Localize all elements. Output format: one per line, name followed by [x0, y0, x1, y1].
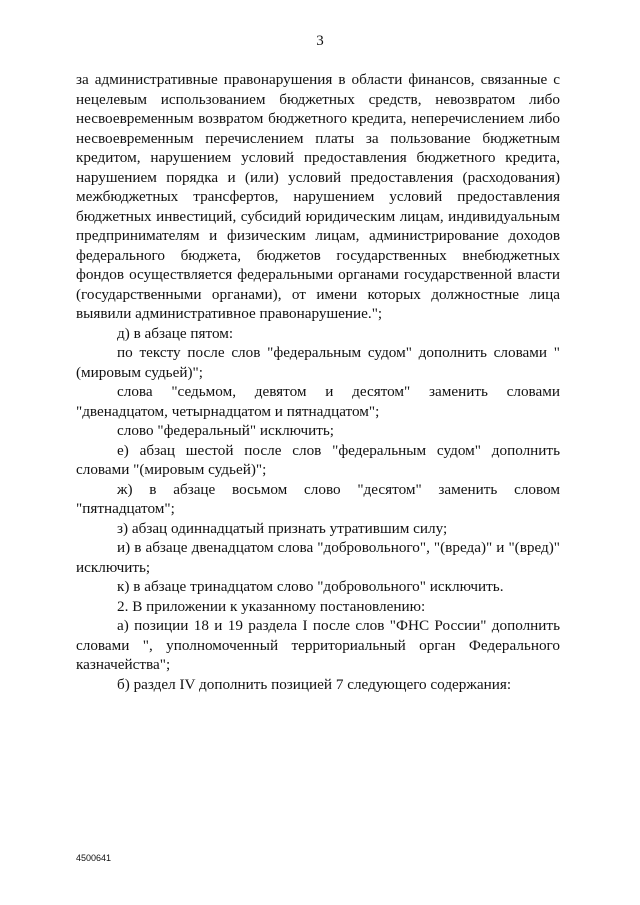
paragraph: слово "федеральный" исключить;	[117, 422, 334, 439]
paragraph: к) в абзаце тринадцатом слово "добровольного" исключить.	[117, 578, 504, 595]
document-body	[76, 70, 560, 694]
paragraph: б) раздел IV дополнить позицией 7 следующего содержания:	[117, 675, 512, 693]
paragraph: е) абзац шестой после слов "федеральным судом" дополнить словами "(мировым судьей)";	[76, 441, 560, 478]
paragraph: и) в абзаце двенадцатом слова "добровольного", "(вреда)" и "(вред)" исключить;	[76, 539, 560, 576]
paragraph: д) в абзаце пятом:	[117, 324, 234, 342]
paragraph: 2. В приложении к указанному постановлению:	[117, 597, 426, 615]
page-number: 3	[316, 33, 324, 49]
paragraph: по тексту после слов "федеральным судом" дополнить словами "(мировым судьей)";	[76, 344, 560, 381]
paragraph: за административные правонарушения в области финансов, связанные с нецелевым использованием бюджетных средств, невозвратом либо несвоевременным возвратом бюджетного кредита, неперечислением либо несвоевременным перечислением платы за пользование бюджетным кредитом, нарушением условий предоставления бюджетного кредита, нарушением порядка и (или) условий предоставления (расходования) межбюджетных трансфертов, нарушением условий предоставления бюджетных инвестиций, субсидий юридическим лицам, индивидуальным предпринимателям и физическим лицам, администрирование доходов федерального бюджета, бюджетов государственных внебюджетных фондов осуществляется федеральными органами государственной власти (государственными органами), от имени которых должностные лица выявили административное правонарушение.";	[76, 71, 560, 322]
paragraph: з) абзац одиннадцатый признать утратившим силу;	[117, 519, 448, 537]
paragraph: а) позиции 18 и 19 раздела I после слов "ФНС России" дополнить словами ", уполномоченный территориальный орган Федерального казначейства";	[76, 617, 560, 673]
paragraph: слова "седьмом, девятом и десятом" заменить словами "двенадцатом, четырнадцатом и пятнадцатом";	[76, 383, 560, 420]
document-code: 4500641	[76, 853, 112, 863]
paragraph: ж) в абзаце восьмом слово "десятом" заменить словом "пятнадцатом";	[76, 480, 560, 517]
